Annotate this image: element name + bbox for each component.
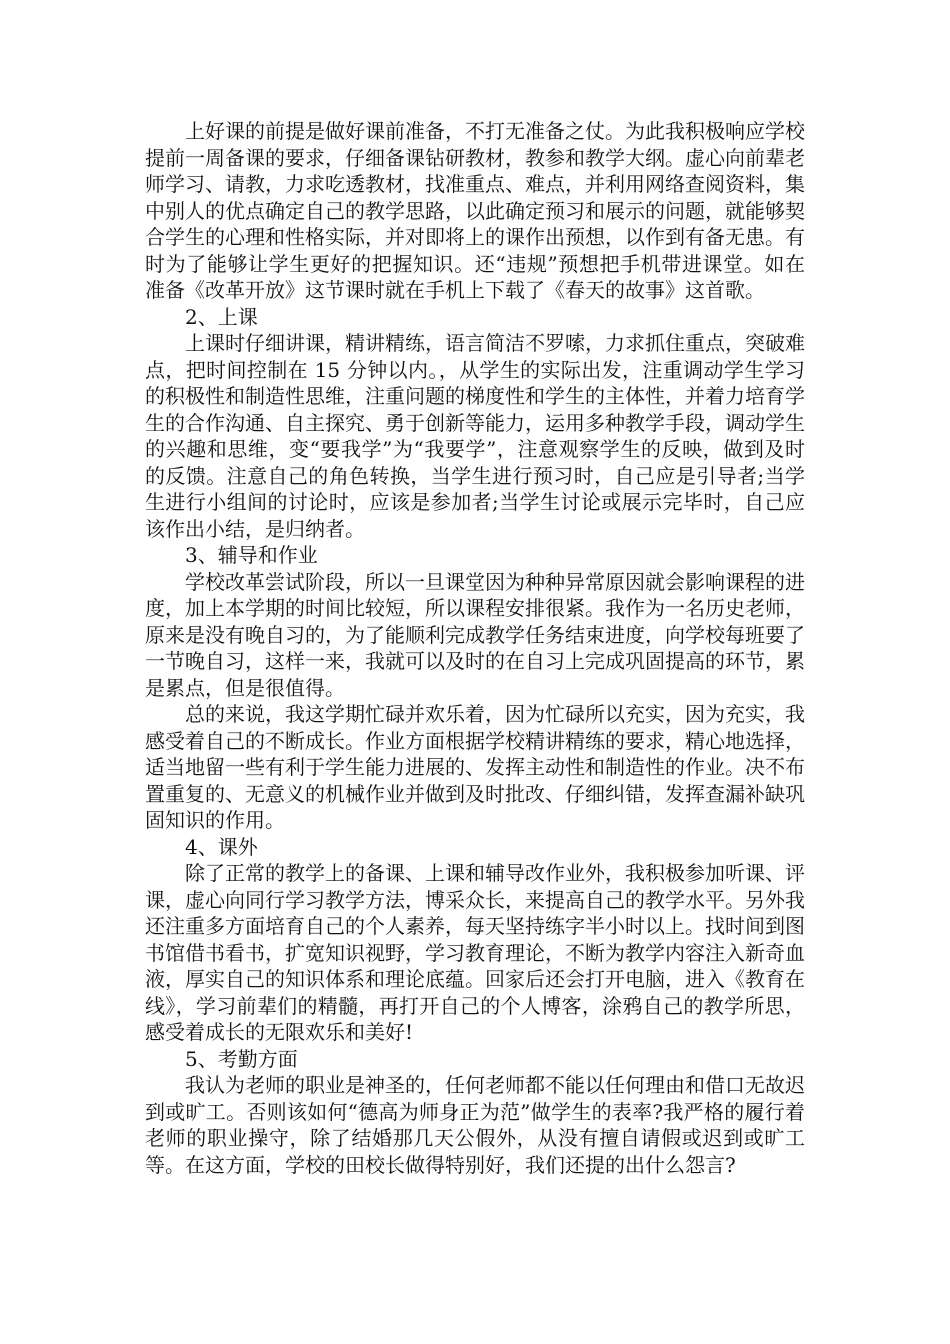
paragraph-lesson-preparation: 上好课的前提是做好课前准备，不打无准备之仗。为此我积极响应学校提前一周备课的要求，仔细备课钻研教材，教参和教学大纲。虚心向前辈老师学习、请教，力求吃透教材，找准重点、难点，并利用网络查阅资料，集中别人的优点确定自己的教学思路，以此确定预习和展示的问题，就能够契合学生的心理和性格实际，并对即将上的课作出预想，以作到有备无患。有时为了能够让学生更好的把握知识。还“违规”预想把手机带进课堂。如在准备《改革开放》这节课时就在手机上下载了《春天的故事》这首歌。 — [145, 119, 805, 302]
document-page — [145, 118, 805, 1178]
paragraph-tutoring: 学校改革尝试阶段，所以一旦课堂因为种种异常原因就会影响课程的进度，加上本学期的时间比较短，所以课程安排很紧。我作为一名历史老师，原来是没有晚自习的，为了能顺利完成教学任务结束进度，向学校每班要了一节晚自习，这样一来，我就可以及时的在自习上完成巩固提高的环节，累是累点，但是很值得。 — [145, 569, 805, 700]
paragraph-extracurricular: 除了正常的教学上的备课、上课和辅导改作业外，我积极参加听课、评课，虚心向同行学习教学方法，博采众长，来提高自己的教学水平。另外我还注重多方面培育自己的个人素养，每天坚持练字半小时以上。找时间到图书馆借书看书，扩宽知识视野，学习教育理论，不断为教学内容注入新奇血液，厚实自己的知识体系和理论底蕴。回家后还会打开电脑，进入《教育在线》，学习前辈们的精髓，再打开自己的个人博客，涂鸦自己的教学所思，感受着成长的无限欢乐和美好! — [145, 861, 805, 1044]
paragraph-attendance: 我认为老师的职业是神圣的，任何老师都不能以任何理由和借口无故迟到或旷工。否则该如何“德高为师身正为范”做学生的表率?我严格的履行着老师的职业操守，除了结婚那几天公假外，从没有擅自请假或迟到或旷工等。在这方面，学校的田校长做得特别好，我们还提的出什么怨言? — [145, 1073, 805, 1177]
heading-teaching: 2、上课 — [185, 304, 258, 329]
heading-extracurricular: 4、课外 — [185, 834, 258, 859]
paragraph-teaching: 上课时仔细讲课，精讲精练，语言简洁不罗嗦，力求抓住重点，突破难点，把时间控制在 15 分钟以内。，从学生的实际出发，注重调动学生学习的积极性和制造性思维，注重问题的梯度性和学生的主体性，并着力培育学生的合作沟通、自主探究、勇于创新等能力，运用多种教学手段，调动学生的兴趣和思维，变“要我学”为“我要学”，注意观察学生的反映，做到及时的反馈。注意自己的角色转换，当学生进行预习时，自己应是引导者;当学生进行小组间的讨论时，应该是参加者;当学生讨论或展示完毕时，自己应该作出小结，是归纳者。 — [145, 331, 805, 541]
heading-tutoring-homework: 3、辅导和作业 — [185, 543, 318, 567]
heading-attendance: 5、考勤方面 — [185, 1046, 298, 1071]
paragraph-summary: 总的来说，我这学期忙碌并欢乐着，因为忙碌所以充实，因为充实，我感受着自己的不断成长。作业方面根据学校精讲精练的要求，精心地选择，适当地留一些有利于学生能力进展的、发挥主动性和制造性的作业。决不布置重复的、无意义的机械作业并做到及时批改、仔细纠错，发挥查漏补缺巩固知识的作用。 — [145, 702, 805, 832]
